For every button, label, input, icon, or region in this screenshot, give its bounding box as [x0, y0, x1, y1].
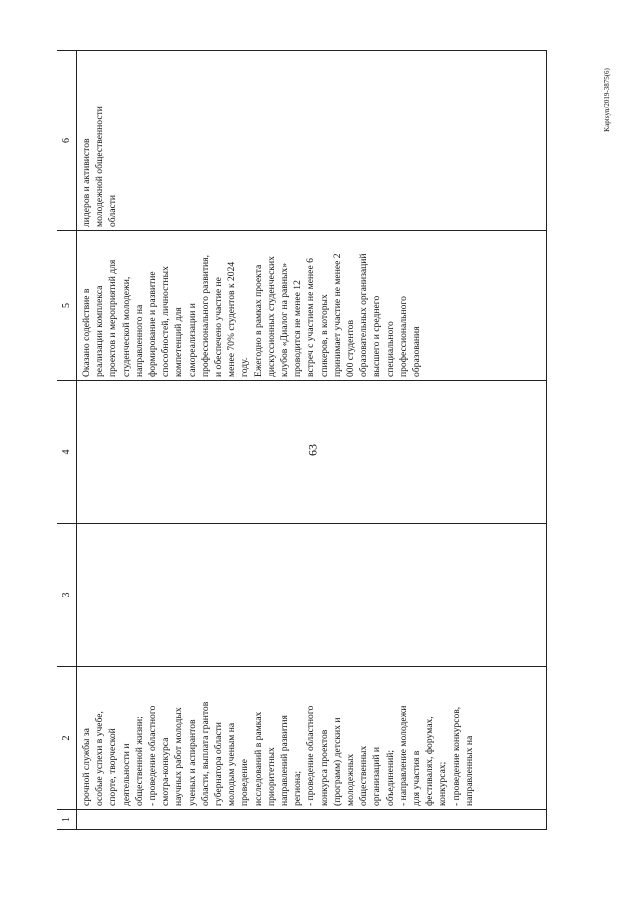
table-cell-6: лидеров и активистов молодежной общественности области — [77, 51, 547, 230]
table-column-4 — [57, 381, 547, 524]
table-column-2 — [57, 667, 547, 810]
table-column-3 — [57, 524, 547, 667]
table-cell-4 — [77, 381, 547, 523]
column-header-1: 1 — [57, 810, 77, 829]
rotated-table-frame — [57, 50, 547, 830]
column-header-6: 6 — [57, 51, 77, 230]
table-column-6 — [57, 50, 547, 231]
table-cell-2: срочной службы за особые успехи в учебе, спорте, творческой деятельности и общественной жизни; - проведение областного смотра-конкурса научных работ молодых ученых и аспирантов области, выплата грантов губернатора области молодым ученым на проведение исследований в рамках приоритетных направлений развития региона; - проведение областного конкурса проектов (программ) детских и молодежных общественных организаций и объединений; - направление молодежи для участия в фестивалях, форумах, конкурсах; - проведение конкурсов, направленных на — [77, 667, 547, 809]
column-header-3: 3 — [57, 524, 77, 666]
table-cell-3 — [77, 524, 547, 666]
column-header-4: 4 — [57, 381, 77, 523]
document-code: Kaptsyn/2019-3875(6) — [603, 68, 611, 132]
page-number: 63 — [305, 444, 320, 456]
table-column-1 — [57, 810, 547, 830]
table-column-5 — [57, 231, 547, 381]
column-header-5: 5 — [57, 231, 77, 380]
column-header-2: 2 — [57, 667, 77, 809]
table-cell-5: Оказано содействие в реализации комплекса проектов и мероприятий для студенческой молодежи, направленного на формирование и развитие способностей, личностных компетенций для самореализации и профессионального развития, и обеспечено участие не менее 70% студентов к 2024 году. Ежегодно в рамках проекта дискуссионных студенческих клубов «Диалог на равных» проводится не менее 12 встреч с участием не менее 6 спикеров, в которых принимает участие не менее 2 000 студентов образовательных организаций высшего и среднего специального профессионального образования — [77, 231, 547, 380]
data-table — [57, 50, 547, 830]
table-cell-1 — [77, 810, 547, 829]
